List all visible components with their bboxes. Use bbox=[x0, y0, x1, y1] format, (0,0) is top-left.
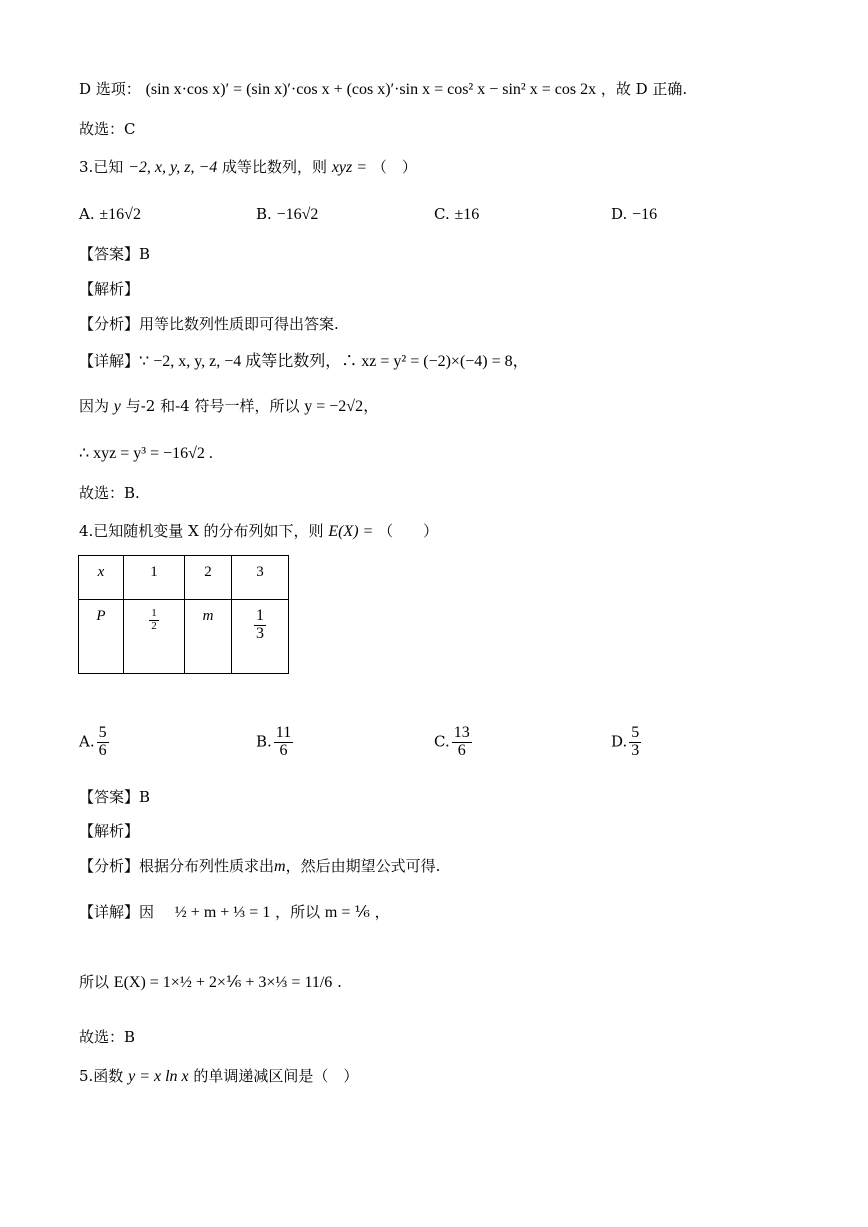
q5-stem-prefix: 5.函数 bbox=[79, 1067, 124, 1085]
fraction-num: 1 bbox=[256, 607, 264, 624]
table-cell-p1 bbox=[124, 600, 185, 674]
q3-analysis-title: 【解析】 bbox=[79, 280, 140, 298]
table-cell-1: 1 bbox=[124, 556, 185, 600]
q4-xiangjie-prefix: 【详解】因 bbox=[79, 903, 155, 921]
table-row bbox=[79, 600, 289, 674]
q3-option-d bbox=[611, 205, 657, 224]
q3-option-c-label: C. bbox=[434, 205, 450, 223]
distribution-table bbox=[78, 555, 289, 674]
q3-option-a-label: A. bbox=[79, 205, 95, 223]
q4-option-b bbox=[256, 725, 295, 760]
q3-stem-prefix: 3.已知 bbox=[79, 158, 124, 176]
fraction-den: 3 bbox=[631, 741, 640, 759]
q3-line3 bbox=[79, 444, 213, 463]
q4-stem bbox=[79, 522, 438, 541]
fraction-den: 3 bbox=[256, 624, 264, 642]
fraction bbox=[254, 608, 266, 643]
q4-fenxi-m: m bbox=[274, 858, 286, 875]
table-cell-p3 bbox=[232, 600, 289, 674]
q3-option-b-text: −16√2 bbox=[276, 206, 319, 223]
q3-xiangjie bbox=[79, 352, 529, 371]
q4-xiangjie-mid: ，所以 bbox=[275, 903, 321, 921]
q3-option-a-text: ±16√2 bbox=[99, 206, 141, 223]
fraction-den: 6 bbox=[279, 741, 288, 759]
q3-xiangjie-line1: ∵ −2, x, y, z, −4 成等比数列，∴ xz = y² = (−2)×(−4) = 8， bbox=[139, 353, 529, 370]
q4-option-c bbox=[434, 725, 474, 760]
q4-answer: 【答案】B bbox=[79, 788, 151, 806]
fraction-num: 13 bbox=[453, 724, 470, 741]
q3-option-c bbox=[434, 205, 479, 224]
q4-fenxi-a: 【分析】根据分布列性质求出 bbox=[79, 857, 275, 875]
q5-stem bbox=[79, 1067, 358, 1086]
q3-stem-paren: （ ） bbox=[371, 158, 417, 176]
q4-option-c-label: C. bbox=[434, 732, 450, 751]
q3-option-b bbox=[256, 205, 318, 224]
q4-fenxi-b: ，然后由期望公式可得. bbox=[285, 857, 441, 875]
q3-option-a bbox=[79, 205, 141, 224]
table-cell-2: 2 bbox=[185, 556, 232, 600]
q4-option-b-label: B. bbox=[256, 732, 272, 751]
fraction bbox=[629, 725, 641, 760]
q3-line2-a: 因为 bbox=[79, 397, 110, 415]
q5-stem-suffix: 的单调递减区间是（ ） bbox=[193, 1067, 359, 1085]
q3-line2 bbox=[79, 397, 379, 416]
q2-conclusion: 故选：C bbox=[79, 120, 136, 138]
q3-line2-y: y bbox=[113, 398, 121, 415]
q3-stem-seq: −2, x, y, z, −4 bbox=[128, 159, 218, 176]
q4-xiangjie bbox=[79, 903, 390, 922]
fraction bbox=[452, 725, 472, 760]
q3-line2-b: 与-2 和-4 符号一样，所以 bbox=[125, 397, 300, 415]
q3-conclusion: 故选：B. bbox=[79, 484, 140, 502]
fraction-den: 6 bbox=[98, 741, 107, 759]
q3-fenxi: 【分析】用等比数列性质即可得出答案. bbox=[79, 315, 339, 333]
q2-d-line bbox=[79, 80, 687, 99]
fraction-num: 1 bbox=[151, 607, 157, 619]
table-row bbox=[79, 556, 289, 600]
fraction-num: 5 bbox=[631, 724, 640, 741]
q4-stem-expr: E(X) = bbox=[328, 523, 374, 540]
table-cell-p2: m bbox=[185, 600, 232, 674]
q3-option-c-text: ±16 bbox=[454, 206, 480, 223]
q3-answer: 【答案】B bbox=[79, 245, 151, 263]
q4-option-d bbox=[611, 725, 643, 760]
q4-option-a-label: A. bbox=[79, 732, 95, 751]
q4-stem-paren: （ ） bbox=[378, 522, 439, 540]
q4-stem-prefix: 4.已知随机变量 X 的分布列如下，则 bbox=[79, 522, 324, 540]
fraction bbox=[97, 725, 109, 760]
q4-line2-prefix: 所以 bbox=[79, 973, 110, 991]
q2-d-formula: (sin x·cos x)′ = (sin x)′·cos x + (cos x)′·sin x = cos² x − sin² x = cos 2x bbox=[145, 81, 597, 98]
q2-d-suffix: ，故 D 正确. bbox=[600, 80, 688, 98]
q2-d-prefix: D 选项： bbox=[79, 80, 141, 98]
q3-stem-mid: 成等比数列，则 bbox=[222, 158, 328, 176]
q5-stem-expr: y = x ln x bbox=[128, 1068, 189, 1085]
q3-line3-expr: ∴ xyz = y³ = −16√2 . bbox=[79, 445, 213, 462]
q3-option-d-text: −16 bbox=[632, 206, 658, 223]
table-cell-3: 3 bbox=[232, 556, 289, 600]
q4-xiangjie-end: ， bbox=[374, 903, 390, 921]
fraction-den: 2 bbox=[151, 619, 157, 632]
fraction-num: 5 bbox=[98, 724, 107, 741]
q3-line2-c: y = −2√2， bbox=[304, 398, 380, 415]
q3-stem-expr: xyz = bbox=[331, 159, 368, 176]
fraction-den: 6 bbox=[457, 741, 466, 759]
q4-option-a bbox=[79, 725, 111, 760]
q4-xiangjie-res: m = ⅙ bbox=[324, 904, 370, 921]
q4-option-d-label: D. bbox=[611, 732, 628, 751]
q4-line2-end: . bbox=[337, 973, 342, 991]
q3-xiangjie-prefix: 【详解】 bbox=[79, 352, 140, 370]
fraction bbox=[274, 725, 293, 760]
q4-line2-expr: E(X) = 1×½ + 2×⅙ + 3×⅓ = 11/6 bbox=[113, 974, 333, 991]
fraction bbox=[149, 608, 159, 632]
fraction-num: 11 bbox=[275, 724, 292, 741]
table-cell-p: P bbox=[79, 600, 124, 674]
q4-line2 bbox=[79, 973, 342, 992]
q3-option-d-label: D. bbox=[611, 205, 628, 223]
q4-analysis-title: 【解析】 bbox=[79, 822, 140, 840]
q3-stem bbox=[79, 158, 417, 177]
q4-xiangjie-eq: ½ + m + ⅓ = 1 bbox=[174, 904, 271, 921]
table-cell-x: x bbox=[79, 556, 124, 600]
q4-conclusion: 故选：B bbox=[79, 1028, 136, 1046]
q4-fenxi bbox=[79, 857, 440, 876]
q3-option-b-label: B. bbox=[256, 205, 272, 223]
